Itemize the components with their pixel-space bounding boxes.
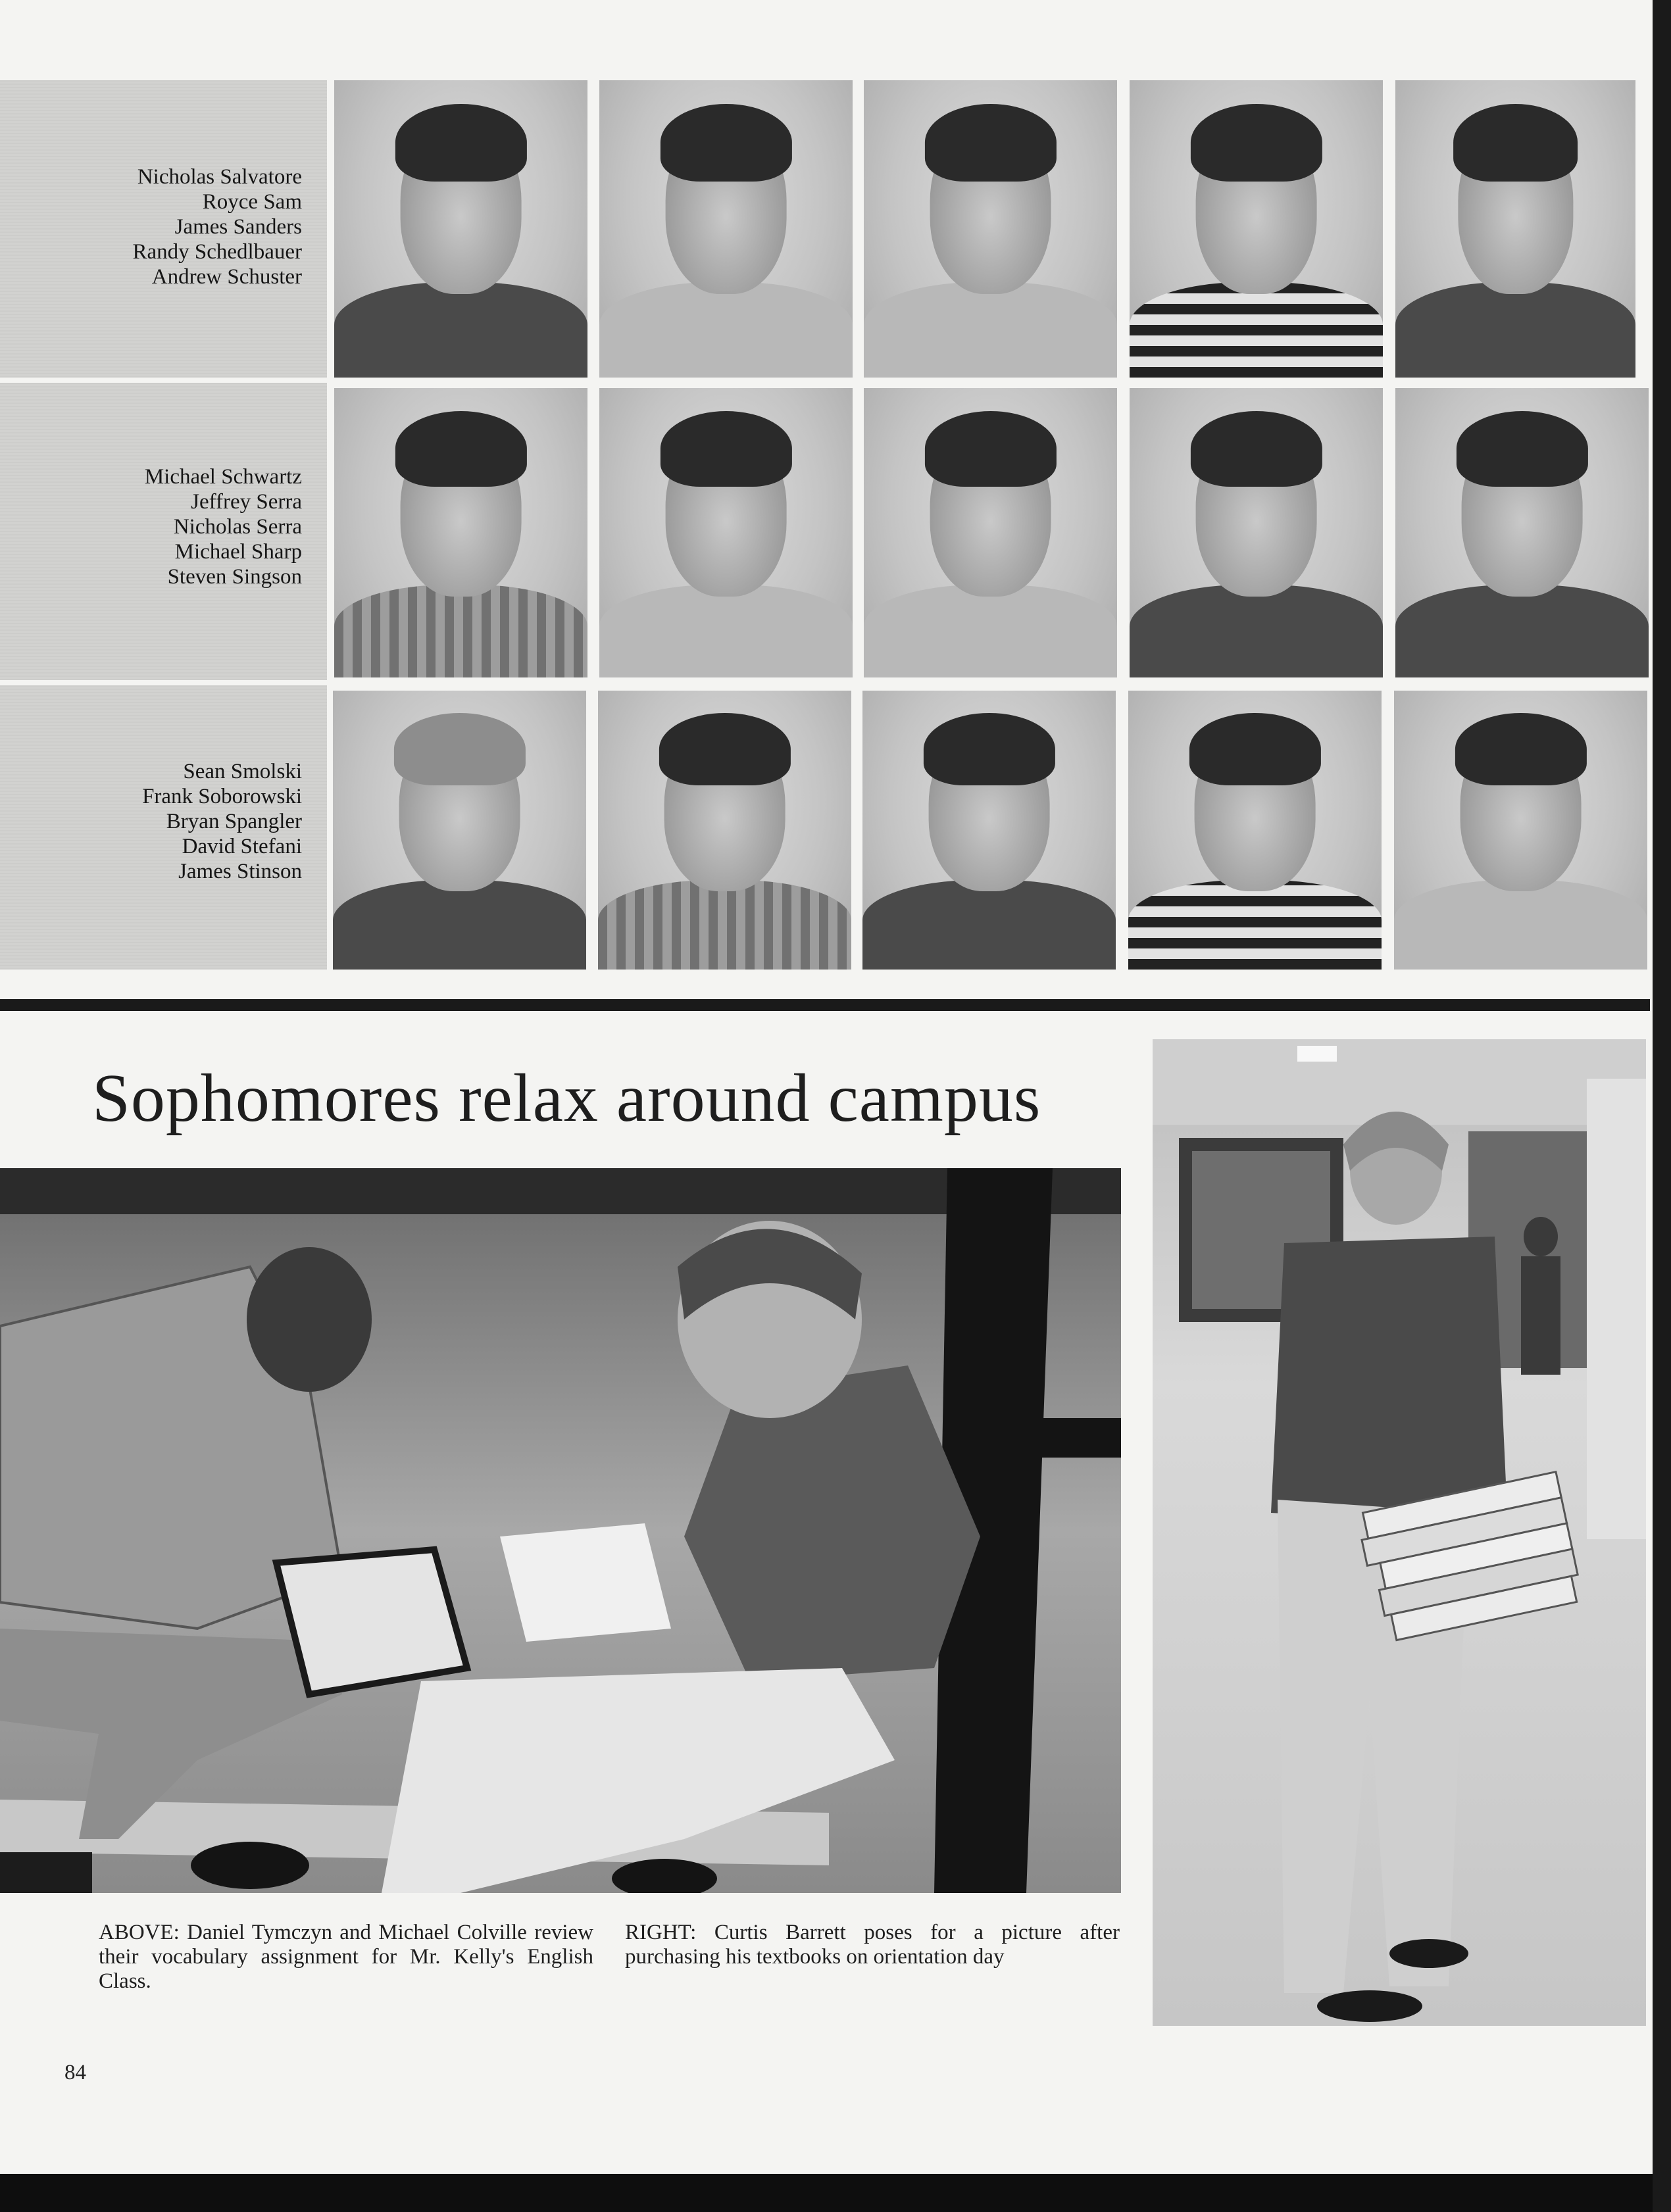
- student-name: David Stefani: [182, 835, 302, 858]
- name-panel-row-2: [0, 383, 327, 680]
- name-panel-row-3: [0, 685, 327, 970]
- student-name: Royce Sam: [202, 190, 302, 214]
- student-name: Michael Sharp: [174, 540, 302, 564]
- portrait-photo: [1395, 80, 1635, 378]
- student-name: Nicholas Salvatore: [137, 165, 302, 189]
- portrait-photo: [599, 388, 853, 677]
- student-name: James Sanders: [174, 215, 302, 239]
- student-name: Andrew Schuster: [151, 265, 302, 289]
- photo-illustration: [0, 1168, 1121, 1893]
- caption-right: RIGHT: Curtis Barrett poses for a picture after purchasing his textbooks on orientation day: [625, 1921, 1120, 1969]
- portrait-photo: [864, 80, 1117, 378]
- portrait-photo: [1128, 691, 1382, 970]
- student-name: Bryan Spangler: [166, 810, 302, 833]
- name-list-row-2: [145, 464, 302, 589]
- portrait-photo: [333, 691, 586, 970]
- scan-border-bottom: [0, 2174, 1671, 2212]
- page-headline: Sophomores relax around campus: [92, 1060, 1041, 1136]
- portrait-photo: [598, 691, 851, 970]
- portrait-photo: [864, 388, 1117, 677]
- portrait-photo: [862, 691, 1116, 970]
- caption-above: ABOVE: Daniel Tymczyn and Michael Colville review their vocabulary assignment for Mr. Kelly's English Class.: [99, 1921, 593, 1993]
- student-name: Steven Singson: [167, 565, 302, 589]
- name-panel-row-1: [0, 80, 327, 378]
- portrait-photo: [1395, 388, 1649, 677]
- scan-border-right: [1653, 0, 1671, 2212]
- student-name: Frank Soborowski: [142, 785, 302, 808]
- student-name: Randy Schedlbauer: [132, 240, 302, 264]
- photo-student-with-textbooks: [1153, 1039, 1646, 2026]
- portrait-photo: [334, 388, 587, 677]
- student-name: Jeffrey Serra: [191, 490, 302, 514]
- photo-students-on-bench: [0, 1168, 1121, 1893]
- student-name: James Stinson: [178, 860, 302, 883]
- name-list-row-3: [142, 759, 302, 884]
- portrait-photo: [1130, 80, 1383, 378]
- portrait-photo: [334, 80, 587, 378]
- student-name: Sean Smolski: [183, 760, 302, 783]
- portrait-photo: [1130, 388, 1383, 677]
- name-list-row-1: [132, 164, 302, 289]
- section-divider: [0, 999, 1650, 1011]
- portrait-photo: [599, 80, 853, 378]
- student-name: Nicholas Serra: [173, 515, 302, 539]
- page-number: 84: [64, 2061, 86, 2084]
- photo-illustration: [1153, 1039, 1646, 2026]
- portrait-photo: [1394, 691, 1647, 970]
- student-name: Michael Schwartz: [144, 465, 302, 489]
